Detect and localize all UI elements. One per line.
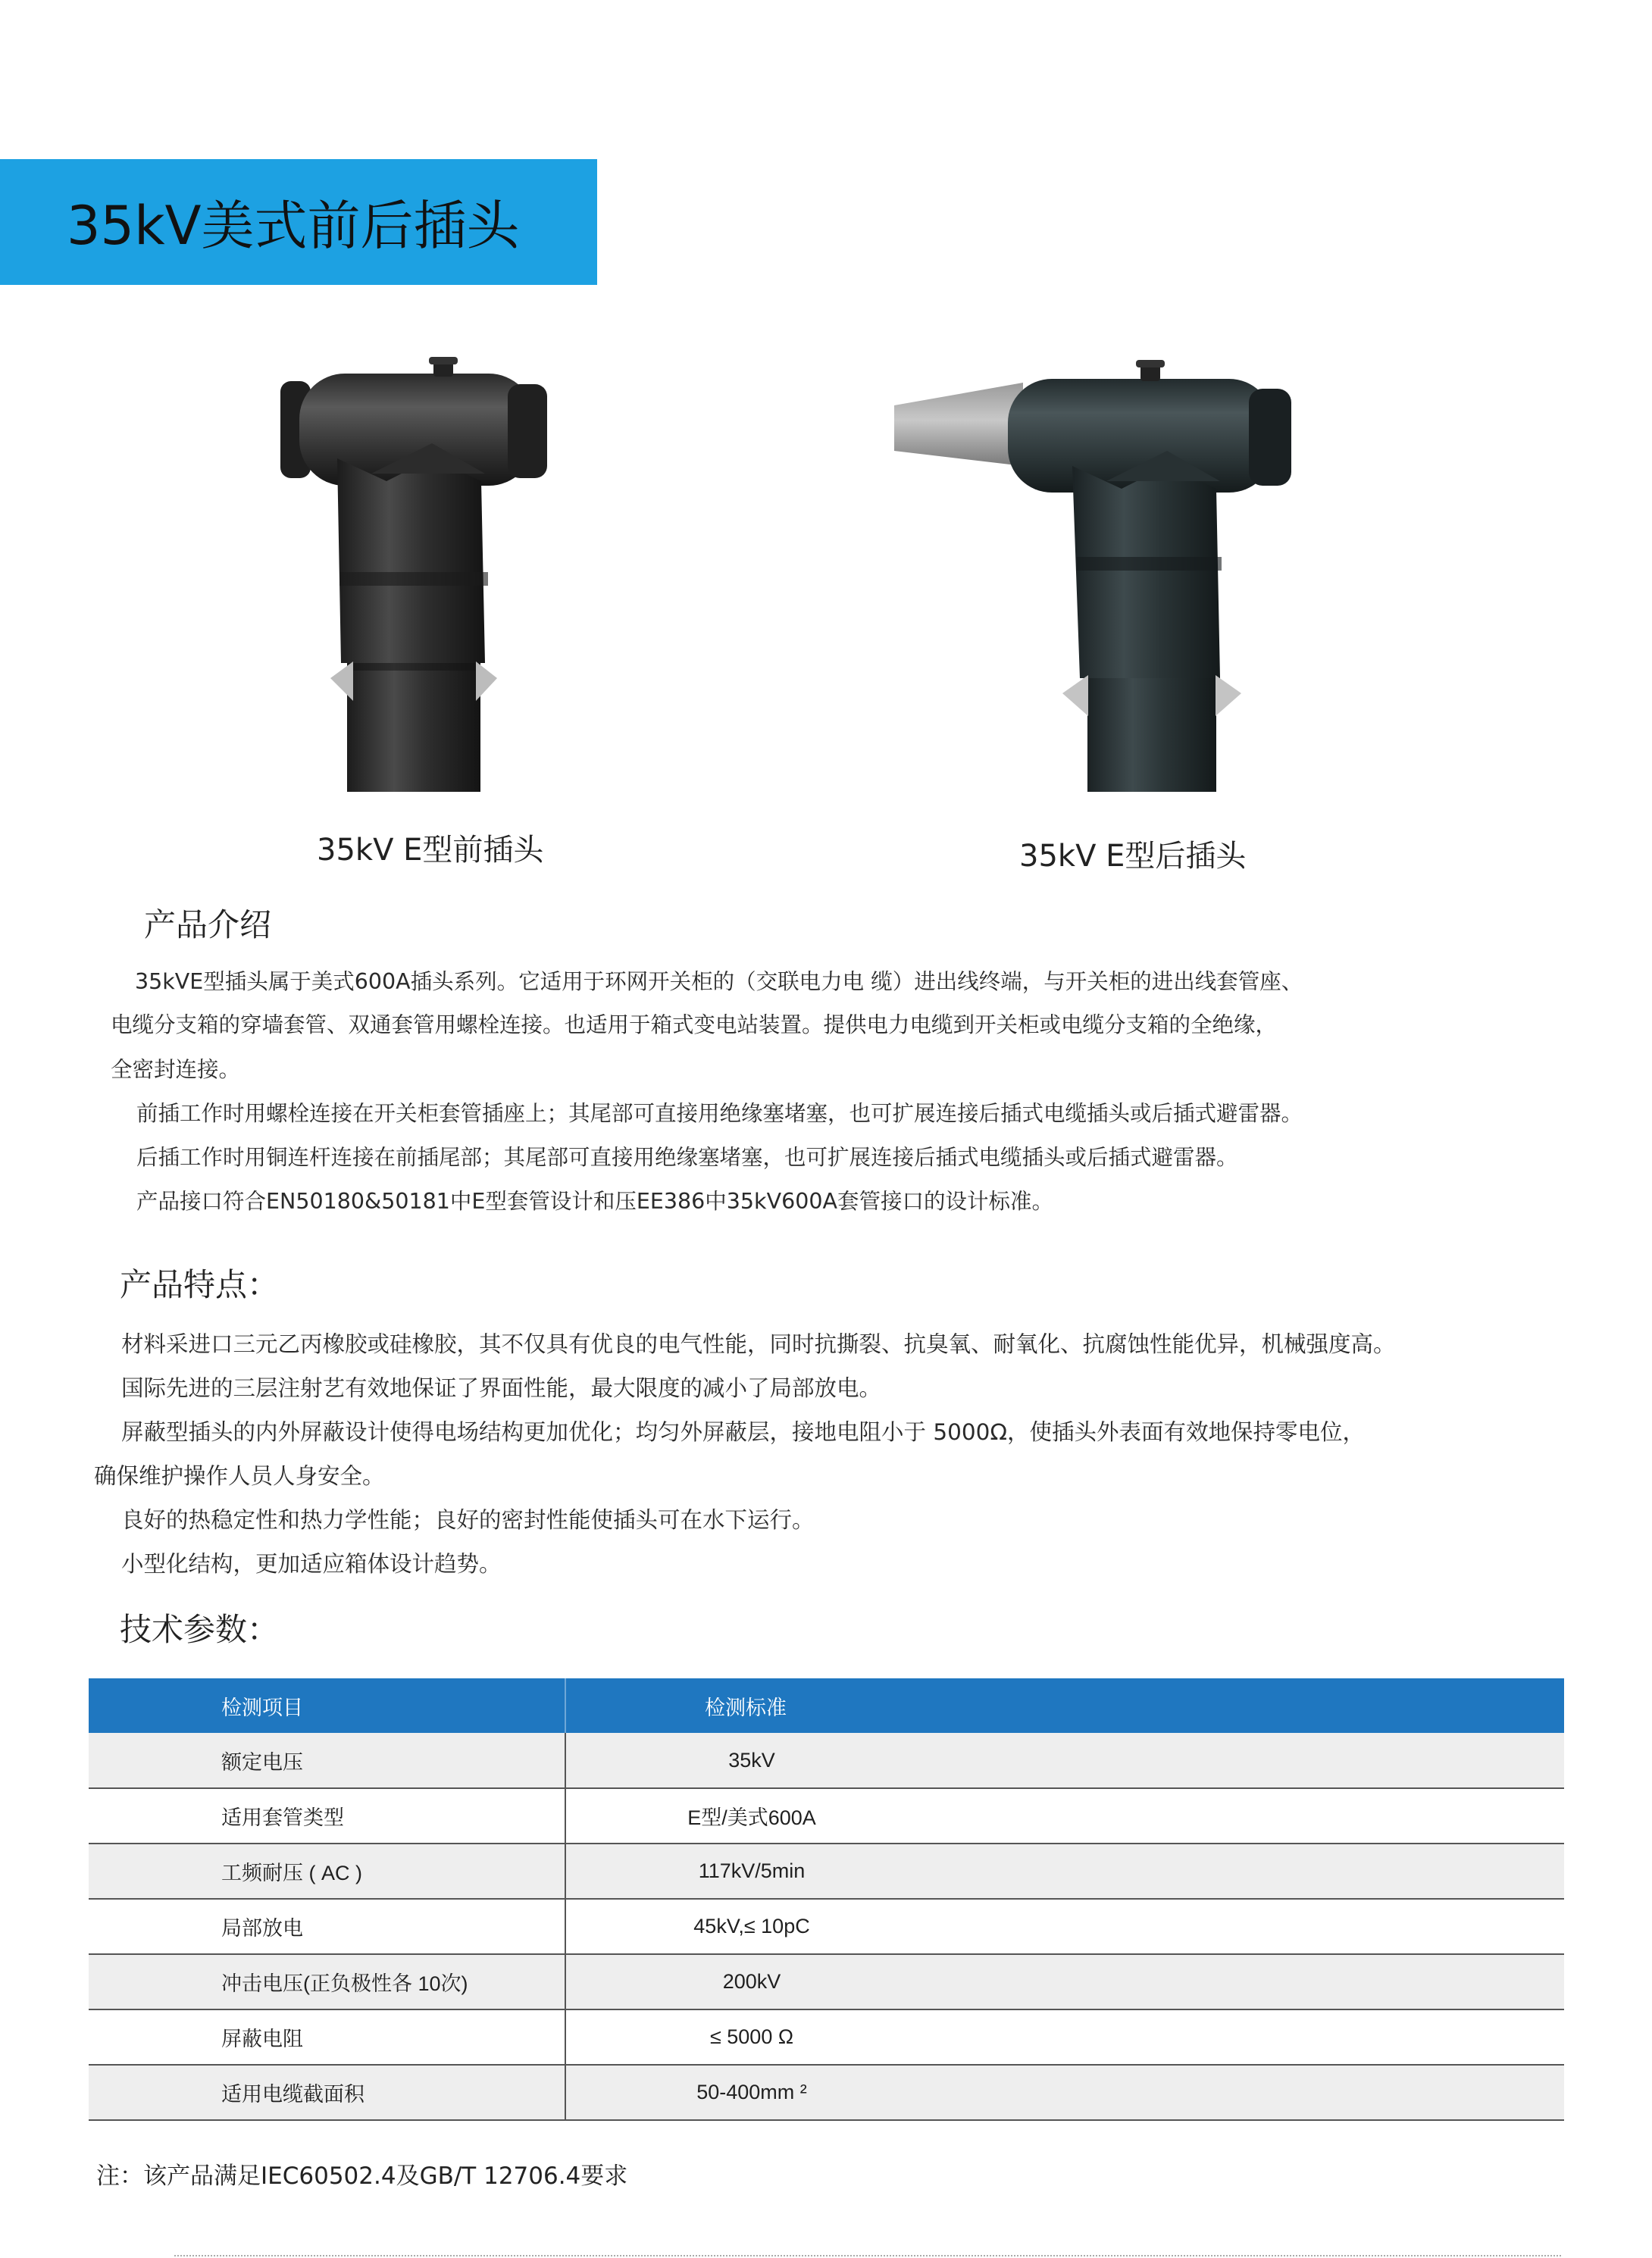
spec-item: 屏蔽电阻: [89, 2009, 565, 2065]
front-plug-image: [258, 345, 606, 792]
page-title: 35kV美式前后插头: [67, 195, 520, 257]
feature-line: 小型化结构，更加适应箱体设计趋势。: [121, 1551, 502, 1577]
spec-item: 额定电压: [89, 1733, 565, 1788]
spec-item: 适用套管类型: [89, 1788, 565, 1844]
table-row: [89, 2065, 1564, 2120]
spec-standard: 117kV/5min: [698, 1859, 806, 1882]
spec-item: 适用电缆截面积: [89, 2065, 565, 2120]
spec-standard-cell: [565, 1733, 1564, 1788]
spec-standard-cell: [565, 1844, 1564, 1899]
intro-line: 全密封连接。: [111, 1057, 241, 1082]
table-row: [89, 2009, 1564, 2065]
intro-line: 后插工作时用铜连杆连接在前插尾部；其尾部可直接用绝缘塞堵塞，也可扩展连接后插式电缆插头或后插式避雷器。: [136, 1145, 1238, 1170]
spec-standard-cell: [565, 2065, 1564, 2120]
column-header-standard: 检测标准: [565, 1678, 1564, 1733]
table-row: [89, 1733, 1564, 1788]
spec-item: 局部放电: [89, 1899, 565, 1954]
spec-item: 工频耐压 ( AC ): [89, 1844, 565, 1899]
feature-line: 屏蔽型插头的内外屏蔽设计使得电场结构更加优化；均匀外屏蔽层，接地电阻小于 5000Ω，使插头外表面有效地保持零电位，: [121, 1419, 1365, 1445]
spec-table: [89, 1678, 1564, 2121]
rear-plug-caption: 35kV E型后插头: [1019, 839, 1247, 874]
table-row: [89, 1954, 1564, 2009]
features-heading: 产品特点：: [120, 1266, 280, 1303]
spec-table-header: [89, 1678, 1564, 1733]
bottom-divider: [174, 2255, 1561, 2256]
rear-plug-image: [879, 345, 1319, 792]
table-row: [89, 1844, 1564, 1899]
spec-standard-cell: [565, 2009, 1564, 2065]
table-row: [89, 1899, 1564, 1954]
intro-line: 产品接口符合EN50180&50181中E型套管设计和压EE386中35kV600A套管接口的设计标准。: [136, 1189, 1053, 1214]
specs-heading: 技术参数：: [120, 1611, 280, 1648]
intro-line: 前插工作时用螺栓连接在开关柜套管插座上；其尾部可直接用绝缘塞堵塞，也可扩展连接后插式电缆插头或后插式避雷器。: [136, 1101, 1303, 1126]
feature-line: 良好的热稳定性和热力学性能；良好的密封性能使插头可在水下运行。: [121, 1507, 815, 1533]
spec-standard: 50-400mm ²: [696, 2081, 807, 2103]
spec-standard: 45kV,≤ 10pC: [693, 1915, 810, 1937]
spec-standard: 200kV: [722, 1970, 781, 1993]
intro-heading: 产品介绍: [144, 906, 272, 943]
intro-line: 电缆分支箱的穿墙套管、双通套管用螺栓连接。也适用于箱式变电站装置。提供电力电缆到开关柜或电缆分支箱的全绝缘，: [111, 1012, 1278, 1037]
spec-standard-cell: [565, 1899, 1564, 1954]
spec-item: 冲击电压(正负极性各 10次): [89, 1954, 565, 2009]
spec-standard-cell: [565, 1788, 1564, 1844]
feature-line: 国际先进的三层注射艺有效地保证了界面性能，最大限度的减小了局部放电。: [121, 1375, 882, 1401]
column-header-item: 检测项目: [89, 1678, 565, 1733]
front-plug-caption: 35kV E型前插头: [317, 833, 544, 868]
footnote: 注：该产品满足IEC60502.4及GB/T 12706.4要求: [96, 2163, 628, 2190]
table-row: [89, 1788, 1564, 1844]
spec-standard: 35kV: [728, 1748, 775, 1772]
feature-line: 材料采进口三元乙丙橡胶或硅橡胶，其不仅具有优良的电气性能，同时抗撕裂、抗臭氧、耐氧化、抗腐蚀性能优异，机械强度高。: [121, 1331, 1396, 1357]
spec-standard: E型/美式600A: [687, 1806, 816, 1829]
spec-standard: ≤ 5000 Ω: [709, 2025, 794, 2048]
spec-standard-cell: [565, 1954, 1564, 2009]
feature-line: 确保维护操作人员人身安全。: [94, 1463, 385, 1489]
intro-line: 35kVE型插头属于美式600A插头系列。它适用于环网开关柜的（交联电力电 缆）进出线终端，与开关柜的进出线套管座、: [135, 969, 1303, 994]
